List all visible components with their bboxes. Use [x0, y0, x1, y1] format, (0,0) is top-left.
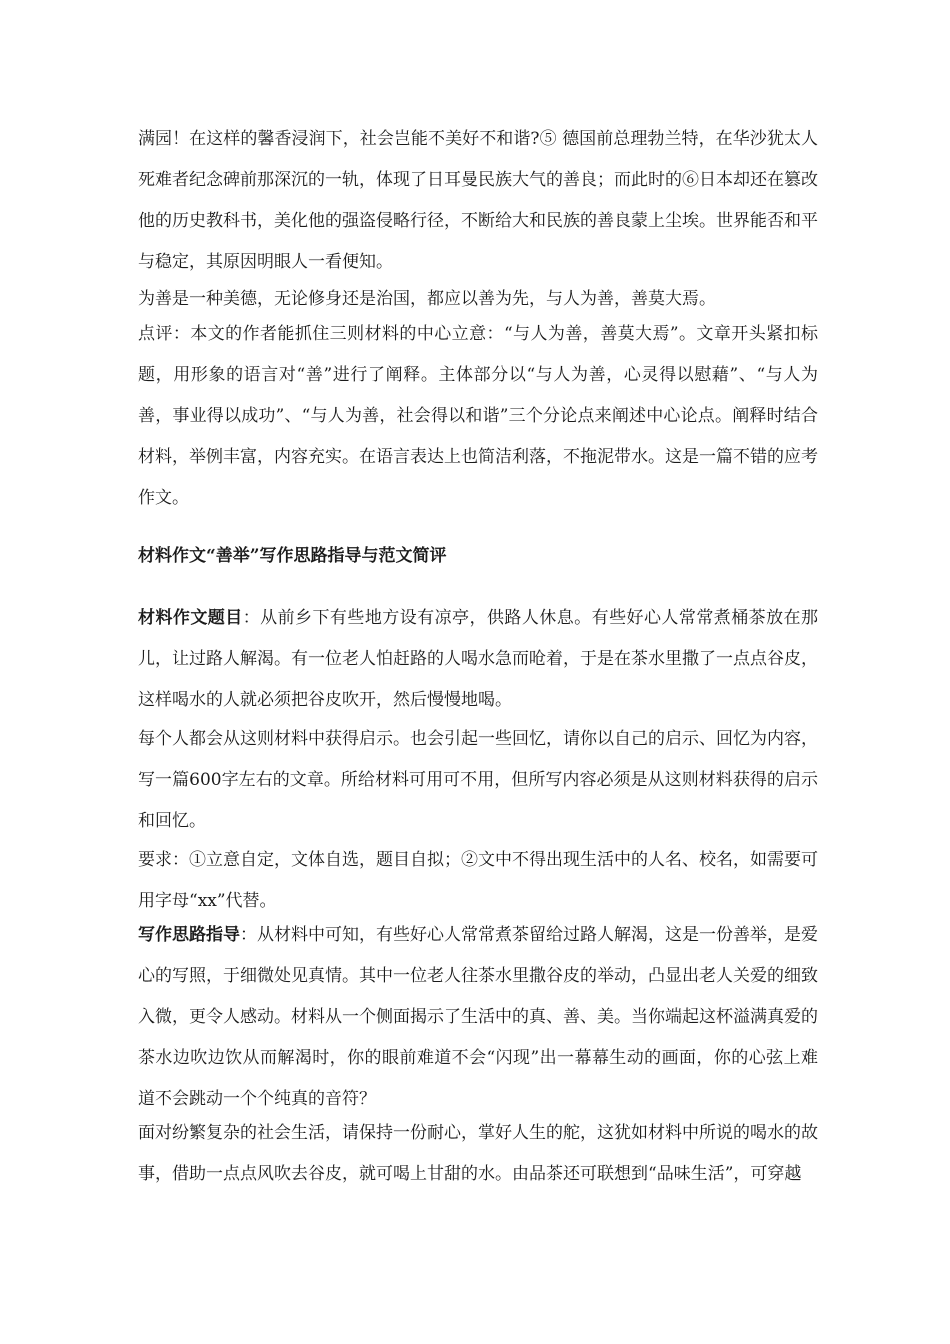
review-section [138, 314, 818, 519]
paragraph-task: 每个人都会从这则材料中获得启示。也会引起一些回忆，请你以自己的启示、回忆为内容，写一篇600字左右的文章。所给材料可用可不用，但所写内容必须是从这则材料获得的启示和回忆。 [138, 729, 818, 831]
prompt-text: ：从前乡下有些地方设有凉亭，供路人休息。有些好心人常常煮桶茶放在那儿，让过路人解渴。有一位老人怕赶路的人喝水急而呛着，于是在茶水里撒了一点点谷皮，这样喝水的人就必须把谷皮吹开，然后慢慢地喝。 [138, 608, 819, 710]
essay-continuation [138, 119, 818, 283]
paragraph-review: 点评：本文的作者能抓住三则材料的中心立意：“与人为善，善莫大焉”。文章开头紧扣标题，用形象的语言对“善”进行了阐释。主体部分以“与人为善，心灵得以慰藉”、“与人为善，事业得以成功”、“与人为善，社会得以和谐”三个分论点来阐述中心论点。阐释时结合材料，举例丰富，内容充实。在语言表达上也简洁利落，不拖泥带水。这是一篇不错的应考作文。 [138, 324, 818, 508]
section-heading-block [138, 541, 818, 571]
paragraph-conclusion: 为善是一种美德，无论修身还是治国，都应以善为先，与人为善，善莫大焉。 [138, 289, 716, 309]
paragraph-guidance [138, 915, 818, 1120]
guidance-label: 写作思路指导 [138, 925, 240, 945]
prompt-section [138, 598, 818, 721]
prompt-label: 材料作文题目 [138, 608, 243, 628]
guidance-section [138, 915, 818, 1120]
paragraph-prompt [138, 598, 818, 721]
guidance-text: ：从材料中可知，有些好心人常常煮茶留给过路人解渴，这是一份善举，是爱心的写照，于细微处见真情。其中一位老人往茶水里撒谷皮的举动，凸显出老人关爱的细致入微，更令人感动。材料从一个侧面揭示了生活中的真、善、美。当你端起这杯溢满真爱的茶水边吹边饮从而解渴时，你的眼前难道不会“闪现”出一幕幕生动的画面，你的心弦上难道不会跳动一个个纯真的音符？ [138, 925, 818, 1109]
paragraph-requirements: 要求：①立意自定，文体自选，题目自拟；②文中不得出现生活中的人名、校名，如需要可用字母“xx”代替。 [138, 850, 818, 911]
advice-section [138, 1113, 818, 1195]
task-section [138, 719, 818, 842]
paragraph-essay-ending: 满园！在这样的馨香浸润下，社会岂能不美好不和谐?⑤ 德国前总理勃兰特，在华沙犹太人死难者纪念碑前那深沉的一轨，体现了日耳曼民族大气的善良；而此时的⑥日本却还在篡改他的历史教科书，美化他的强盗侵略行径，不断给大和民族的善良蒙上尘埃。世界能否和平与稳定，其原因明眼人一看便知。 [138, 129, 818, 272]
essay-conclusion [138, 284, 818, 314]
section-heading: 材料作文“善举”写作思路指导与范文简评 [138, 546, 447, 566]
paragraph-advice: 面对纷繁复杂的社会生活，请保持一份耐心，掌好人生的舵，这犹如材料中所说的喝水的故事，借助一点点风吹去谷皮，就可喝上甘甜的水。由品茶还可联想到“品味生活”，可穿越 [138, 1123, 818, 1184]
requirements-section [138, 840, 818, 922]
